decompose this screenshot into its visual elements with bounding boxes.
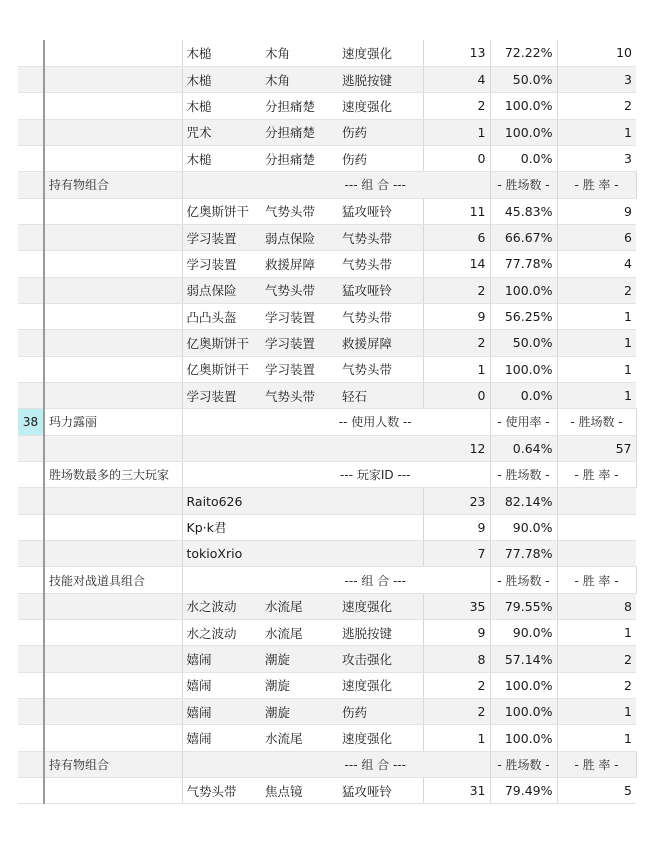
- cell-wins[interactable]: 7: [423, 541, 490, 567]
- cell-item-3[interactable]: 轻石: [338, 382, 423, 408]
- cell-winrate[interactable]: - 胜 率 -: [557, 751, 636, 777]
- cell-item-3[interactable]: 速度强化: [338, 672, 423, 698]
- table-row: [18, 488, 636, 514]
- cell-wins[interactable]: 35: [423, 593, 490, 619]
- cell-users[interactable]: 1: [557, 303, 636, 329]
- row-number-cell: [18, 145, 44, 171]
- row-number-cell: [18, 251, 44, 277]
- cell-wins[interactable]: - 胜场数 -: [490, 751, 557, 777]
- cell-item-2[interactable]: 学习装置: [261, 330, 338, 356]
- cell-b[interactable]: [182, 567, 261, 593]
- cell-item-1[interactable]: 亿奥斯饼干: [182, 330, 261, 356]
- cell-users[interactable]: 9: [557, 198, 636, 224]
- cell-category[interactable]: [44, 514, 182, 540]
- cell-winrate[interactable]: 79.55%: [490, 593, 557, 619]
- table-row: [18, 646, 636, 672]
- cell-category[interactable]: [44, 224, 182, 250]
- row-number-cell: [18, 330, 44, 356]
- table-row: [18, 198, 636, 224]
- cell-item-1[interactable]: 学习装置: [182, 382, 261, 408]
- cell-wins[interactable]: 4: [423, 66, 490, 92]
- cell-wins[interactable]: - 使用率 -: [490, 409, 557, 435]
- row-number-cell: [18, 699, 44, 725]
- cell-winrate[interactable]: 77.78%: [490, 541, 557, 567]
- cell-item-1[interactable]: Raito626: [182, 488, 261, 514]
- cell-item-3[interactable]: 气势头带: [338, 251, 423, 277]
- cell-item-1[interactable]: 学习装置: [182, 224, 261, 250]
- cell-header-span[interactable]: -- 使用人数 --: [261, 409, 490, 435]
- cell-wins[interactable]: 1: [423, 119, 490, 145]
- cell-winrate[interactable]: - 胜 率 -: [557, 462, 636, 488]
- row-number-cell: [18, 567, 44, 593]
- cell-users[interactable]: [557, 514, 636, 540]
- row-number-cell: [18, 382, 44, 408]
- cell-category[interactable]: 玛力露丽: [44, 409, 182, 435]
- cell-winrate[interactable]: 100.0%: [490, 277, 557, 303]
- cell-winrate[interactable]: 66.67%: [490, 224, 557, 250]
- row-number-cell: [18, 725, 44, 751]
- cell-wins[interactable]: 2: [423, 672, 490, 698]
- row-number-cell: [18, 488, 44, 514]
- cell-winrate[interactable]: 100.0%: [490, 725, 557, 751]
- row-number-cell: [18, 541, 44, 567]
- table-row: [18, 277, 636, 303]
- cell-item-1[interactable]: 水之波动: [182, 620, 261, 646]
- cell-item-2[interactable]: 分担痛楚: [261, 93, 338, 119]
- table-row: [18, 382, 636, 408]
- spreadsheet-table: [18, 40, 636, 804]
- cell-rate[interactable]: 0.64%: [490, 435, 557, 461]
- table-row: [18, 145, 636, 171]
- cell-item-1[interactable]: 凸凸头盔: [182, 303, 261, 329]
- cell-winrate[interactable]: 50.0%: [490, 330, 557, 356]
- cell-category[interactable]: [44, 778, 182, 804]
- cell-item-3[interactable]: 气势头带: [338, 356, 423, 382]
- cell-users[interactable]: 1: [557, 725, 636, 751]
- cell-users[interactable]: 6: [557, 224, 636, 250]
- cell-item-2[interactable]: 弱点保险: [261, 224, 338, 250]
- cell-wins[interactable]: - 胜场数 -: [490, 462, 557, 488]
- cell-item-1[interactable]: 木槌: [182, 93, 261, 119]
- cell-item-2[interactable]: [261, 541, 338, 567]
- cell-wins[interactable]: 2: [423, 93, 490, 119]
- cell-item-2[interactable]: 潮旋: [261, 672, 338, 698]
- row-number-cell: [18, 620, 44, 646]
- cell-category[interactable]: [44, 40, 182, 66]
- table-row: [18, 40, 636, 66]
- cell-item-3[interactable]: 逃脱按键: [338, 620, 423, 646]
- cell-item-3[interactable]: 气势头带: [338, 303, 423, 329]
- spreadsheet-body: [18, 40, 636, 804]
- table-row: [18, 66, 636, 92]
- table-row: [18, 620, 636, 646]
- cell-item-1[interactable]: 木槌: [182, 40, 261, 66]
- cell-winrate[interactable]: 90.0%: [490, 620, 557, 646]
- cell-item-1[interactable]: 嬉闹: [182, 699, 261, 725]
- cell-winrate[interactable]: 100.0%: [490, 119, 557, 145]
- cell-item-1[interactable]: Kp·k君: [182, 514, 261, 540]
- cell-winrate[interactable]: 90.0%: [490, 514, 557, 540]
- cell-wins[interactable]: 0: [423, 382, 490, 408]
- row-number-cell: [18, 514, 44, 540]
- table-row: [18, 435, 636, 461]
- cell-category[interactable]: [44, 119, 182, 145]
- cell-value-e[interactable]: 12: [423, 435, 490, 461]
- cell-item-3[interactable]: [338, 488, 423, 514]
- table-row: [18, 303, 636, 329]
- cell-wins[interactable]: 14: [423, 251, 490, 277]
- cell-item-1[interactable]: 咒术: [182, 119, 261, 145]
- cell-users[interactable]: 2: [557, 672, 636, 698]
- row-number-cell: [18, 356, 44, 382]
- cell-item-2[interactable]: [261, 488, 338, 514]
- row-number-cell: [18, 172, 44, 198]
- cell-wins[interactable]: 6: [423, 224, 490, 250]
- cell-item-2[interactable]: 焦点镜: [261, 778, 338, 804]
- table-row: [18, 672, 636, 698]
- cell-category[interactable]: [44, 593, 182, 619]
- table-row: [18, 778, 636, 804]
- cell-category[interactable]: [44, 672, 182, 698]
- cell-item-2[interactable]: 水流尾: [261, 593, 338, 619]
- cell-winrate[interactable]: 100.0%: [490, 93, 557, 119]
- row-number-cell: [18, 751, 44, 777]
- table-row: [18, 541, 636, 567]
- cell-users[interactable]: 4: [557, 251, 636, 277]
- cell-b[interactable]: [182, 409, 261, 435]
- cell-winrate[interactable]: 50.0%: [490, 66, 557, 92]
- cell-item-3[interactable]: 攻击强化: [338, 646, 423, 672]
- cell-header-span[interactable]: --- 组 合 ---: [261, 172, 490, 198]
- cell-category[interactable]: [44, 330, 182, 356]
- cell-users[interactable]: 1: [557, 382, 636, 408]
- section-header-row: [18, 567, 636, 593]
- row-number-cell: 38: [18, 409, 44, 435]
- cell-item-3[interactable]: 猛攻哑铃: [338, 778, 423, 804]
- cell-winrate[interactable]: 45.83%: [490, 198, 557, 224]
- cell-users[interactable]: 1: [557, 119, 636, 145]
- cell-item-2[interactable]: 潮旋: [261, 699, 338, 725]
- cell-category[interactable]: [44, 699, 182, 725]
- cell-item-2[interactable]: 救援屏障: [261, 251, 338, 277]
- cell-category[interactable]: 持有物组合: [44, 751, 182, 777]
- cell-item-3[interactable]: [338, 541, 423, 567]
- cell-item-2[interactable]: 气势头带: [261, 198, 338, 224]
- cell-item-3[interactable]: 猛攻哑铃: [338, 198, 423, 224]
- cell-users[interactable]: 2: [557, 646, 636, 672]
- cell-users[interactable]: [557, 541, 636, 567]
- cell-wins[interactable]: 23: [423, 488, 490, 514]
- cell-category[interactable]: [44, 251, 182, 277]
- cell-users[interactable]: 10: [557, 40, 636, 66]
- row-number-cell: [18, 462, 44, 488]
- row-number-cell: [18, 672, 44, 698]
- section-header-row: [18, 409, 636, 435]
- cell-category[interactable]: [44, 541, 182, 567]
- cell-d[interactable]: [338, 435, 423, 461]
- cell-item-2[interactable]: 学习装置: [261, 303, 338, 329]
- cell-header-span[interactable]: --- 组 合 ---: [261, 567, 490, 593]
- cell-category[interactable]: [44, 198, 182, 224]
- cell-wins[interactable]: 2: [423, 277, 490, 303]
- cell-wins[interactable]: 13: [423, 40, 490, 66]
- cell-item-2[interactable]: 学习装置: [261, 356, 338, 382]
- table-row: [18, 224, 636, 250]
- section-header-row: [18, 172, 636, 198]
- cell-category[interactable]: [44, 488, 182, 514]
- cell-b[interactable]: [182, 751, 261, 777]
- cell-category[interactable]: 持有物组合: [44, 172, 182, 198]
- cell-category[interactable]: [44, 725, 182, 751]
- cell-users[interactable]: 8: [557, 593, 636, 619]
- cell-b[interactable]: [182, 435, 261, 461]
- cell-category[interactable]: [44, 93, 182, 119]
- cell-wins[interactable]: - 胜场数 -: [490, 567, 557, 593]
- cell-item-2[interactable]: 气势头带: [261, 277, 338, 303]
- cell-item-3[interactable]: 速度强化: [338, 93, 423, 119]
- cell-item-2[interactable]: 分担痛楚: [261, 119, 338, 145]
- cell-item-1[interactable]: 嬉闹: [182, 725, 261, 751]
- cell-winrate[interactable]: 57.14%: [490, 646, 557, 672]
- cell-category[interactable]: [44, 646, 182, 672]
- cell-users[interactable]: 2: [557, 93, 636, 119]
- cell-item-3[interactable]: 速度强化: [338, 593, 423, 619]
- row-number-cell: [18, 778, 44, 804]
- row-number-cell: [18, 40, 44, 66]
- cell-item-1[interactable]: 气势头带: [182, 778, 261, 804]
- cell-item-3[interactable]: 伤药: [338, 119, 423, 145]
- table-row: [18, 514, 636, 540]
- cell-item-1[interactable]: 嬉闹: [182, 646, 261, 672]
- cell-winrate[interactable]: 100.0%: [490, 672, 557, 698]
- cell-users[interactable]: 1: [557, 699, 636, 725]
- table-row: [18, 251, 636, 277]
- cell-item-1[interactable]: 嬉闹: [182, 672, 261, 698]
- cell-item-2[interactable]: 木角: [261, 40, 338, 66]
- cell-item-3[interactable]: 猛攻哑铃: [338, 277, 423, 303]
- table-row: [18, 356, 636, 382]
- cell-wins[interactable]: 11: [423, 198, 490, 224]
- row-number-cell: [18, 66, 44, 92]
- cell-item-3[interactable]: 伤药: [338, 699, 423, 725]
- cell-header-span[interactable]: --- 组 合 ---: [261, 751, 490, 777]
- cell-wins[interactable]: 9: [423, 514, 490, 540]
- row-number-cell: [18, 277, 44, 303]
- cell-item-1[interactable]: 学习装置: [182, 251, 261, 277]
- cell-users[interactable]: 3: [557, 66, 636, 92]
- cell-winrate[interactable]: 82.14%: [490, 488, 557, 514]
- cell-winrate[interactable]: 72.22%: [490, 40, 557, 66]
- cell-item-1[interactable]: 木槌: [182, 145, 261, 171]
- cell-winrate[interactable]: - 胜 率 -: [557, 172, 636, 198]
- cell-item-3[interactable]: 速度强化: [338, 40, 423, 66]
- cell-wins[interactable]: 57: [557, 435, 636, 461]
- cell-users[interactable]: 2: [557, 277, 636, 303]
- section-header-row: [18, 751, 636, 777]
- cell-item-2[interactable]: 水流尾: [261, 725, 338, 751]
- cell-header-span[interactable]: --- 玩家ID ---: [261, 462, 490, 488]
- cell-winrate[interactable]: - 胜 率 -: [557, 567, 636, 593]
- cell-category[interactable]: [44, 382, 182, 408]
- cell-winrate[interactable]: 0.0%: [490, 145, 557, 171]
- cell-item-2[interactable]: 水流尾: [261, 620, 338, 646]
- cell-winrate[interactable]: 0.0%: [490, 382, 557, 408]
- cell-category[interactable]: [44, 303, 182, 329]
- cell-users[interactable]: 1: [557, 356, 636, 382]
- cell-winrate[interactable]: 100.0%: [490, 699, 557, 725]
- cell-item-3[interactable]: [338, 514, 423, 540]
- cell-category[interactable]: [44, 356, 182, 382]
- section-header-row: [18, 462, 636, 488]
- cell-category[interactable]: [44, 620, 182, 646]
- row-number-cell: [18, 93, 44, 119]
- cell-item-2[interactable]: 气势头带: [261, 382, 338, 408]
- cell-item-1[interactable]: tokioXrio: [182, 541, 261, 567]
- row-number-cell: [18, 646, 44, 672]
- cell-wins[interactable]: 1: [423, 725, 490, 751]
- table-row: [18, 725, 636, 751]
- cell-item-2[interactable]: 分担痛楚: [261, 145, 338, 171]
- cell-users[interactable]: 1: [557, 620, 636, 646]
- cell-category[interactable]: [44, 277, 182, 303]
- cell-item-3[interactable]: 气势头带: [338, 224, 423, 250]
- table-row: [18, 93, 636, 119]
- row-number-cell: [18, 435, 44, 461]
- cell-item-1[interactable]: 木槌: [182, 66, 261, 92]
- cell-wins[interactable]: - 胜场数 -: [490, 172, 557, 198]
- cell-users[interactable]: 3: [557, 145, 636, 171]
- cell-users[interactable]: 1: [557, 330, 636, 356]
- cell-item-2[interactable]: 潮旋: [261, 646, 338, 672]
- cell-item-1[interactable]: 亿奥斯饼干: [182, 356, 261, 382]
- cell-item-1[interactable]: 水之波动: [182, 593, 261, 619]
- cell-b[interactable]: [182, 172, 261, 198]
- cell-item-3[interactable]: 伤药: [338, 145, 423, 171]
- table-row: [18, 593, 636, 619]
- table-row: [18, 119, 636, 145]
- cell-wins[interactable]: 31: [423, 778, 490, 804]
- cell-users[interactable]: [557, 488, 636, 514]
- row-number-cell: [18, 593, 44, 619]
- cell-wins[interactable]: 1: [423, 356, 490, 382]
- table-row: [18, 330, 636, 356]
- cell-category[interactable]: [44, 66, 182, 92]
- cell-c[interactable]: [261, 435, 338, 461]
- cell-item-3[interactable]: 速度强化: [338, 725, 423, 751]
- cell-item-1[interactable]: 弱点保险: [182, 277, 261, 303]
- cell-winrate[interactable]: 56.25%: [490, 303, 557, 329]
- cell-b[interactable]: [182, 462, 261, 488]
- row-number-cell: [18, 224, 44, 250]
- cell-winrate[interactable]: - 胜场数 -: [557, 409, 636, 435]
- cell-item-2[interactable]: [261, 514, 338, 540]
- cell-winrate[interactable]: 100.0%: [490, 356, 557, 382]
- cell-item-3[interactable]: 逃脱按键: [338, 66, 423, 92]
- cell-wins[interactable]: 2: [423, 699, 490, 725]
- cell-category[interactable]: 胜场数最多的三大玩家: [44, 462, 182, 488]
- cell-wins[interactable]: 8: [423, 646, 490, 672]
- row-number-cell: [18, 198, 44, 224]
- cell-category[interactable]: [44, 435, 182, 461]
- cell-wins[interactable]: 0: [423, 145, 490, 171]
- cell-wins[interactable]: 2: [423, 330, 490, 356]
- cell-winrate[interactable]: 79.49%: [490, 778, 557, 804]
- cell-wins[interactable]: 9: [423, 303, 490, 329]
- row-number-cell: [18, 119, 44, 145]
- cell-category[interactable]: [44, 145, 182, 171]
- cell-winrate[interactable]: 77.78%: [490, 251, 557, 277]
- cell-item-3[interactable]: 救援屏障: [338, 330, 423, 356]
- cell-item-1[interactable]: 亿奥斯饼干: [182, 198, 261, 224]
- cell-category[interactable]: 技能对战道具组合: [44, 567, 182, 593]
- cell-users[interactable]: 5: [557, 778, 636, 804]
- cell-item-2[interactable]: 木角: [261, 66, 338, 92]
- cell-wins[interactable]: 9: [423, 620, 490, 646]
- row-number-cell: [18, 303, 44, 329]
- table-row: [18, 699, 636, 725]
